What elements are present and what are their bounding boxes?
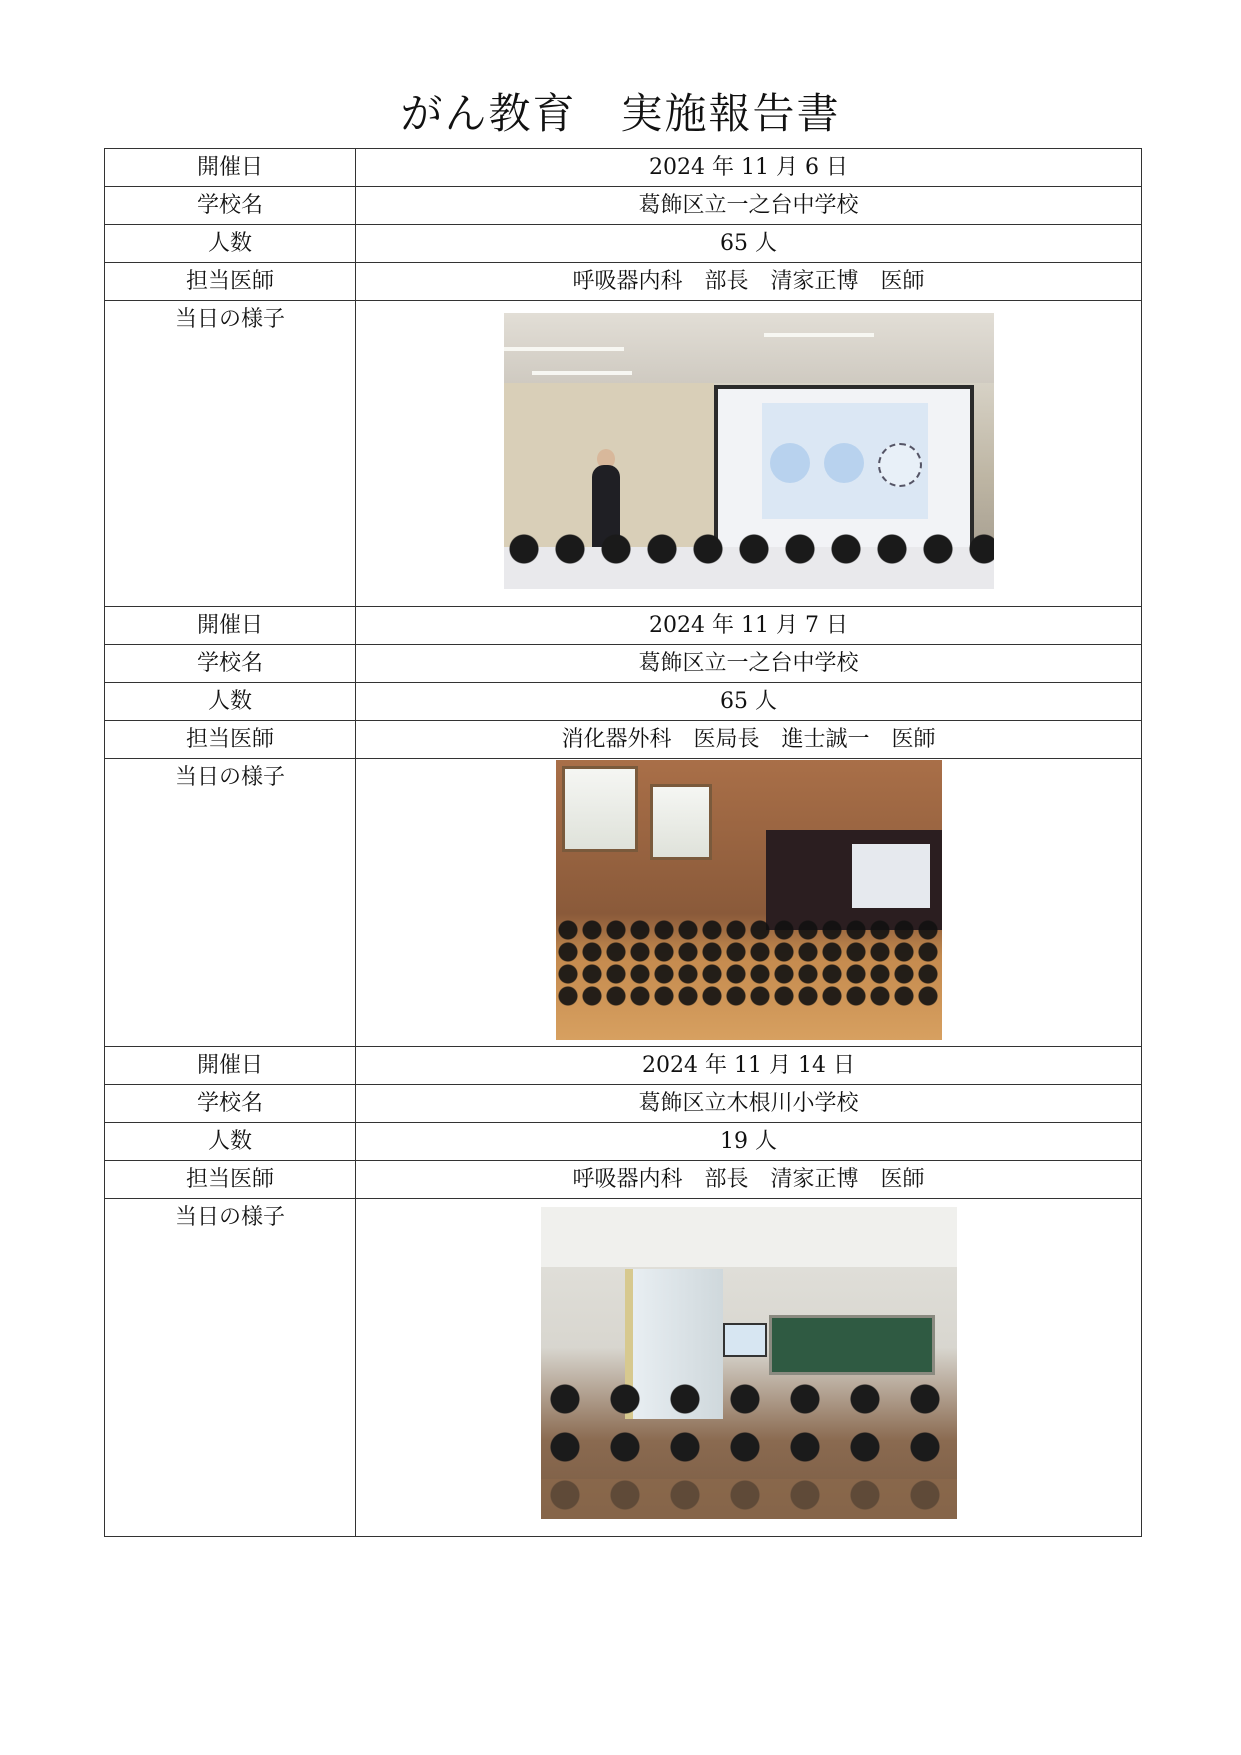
scene-label: 当日の様子 <box>105 301 356 607</box>
report-1-scene-row <box>105 301 1142 607</box>
doctor-value: 消化器外科 医局長 進士誠一 医師 <box>356 721 1142 759</box>
count-label: 人数 <box>105 1123 356 1161</box>
scene-photo-cell <box>356 759 1142 1047</box>
projector-screen <box>714 385 974 553</box>
report-1-doctor-row <box>105 263 1142 301</box>
school-label: 学校名 <box>105 645 356 683</box>
report-2-count-row <box>105 683 1142 721</box>
date-value: 2024 年 11 月 7 日 <box>356 607 1142 645</box>
report-3-scene-row <box>105 1199 1142 1537</box>
blackboard <box>769 1315 935 1375</box>
school-value: 葛飾区立木根川小学校 <box>356 1085 1142 1123</box>
school-value: 葛飾区立一之台中学校 <box>356 187 1142 225</box>
doctor-label: 担当医師 <box>105 263 356 301</box>
report-2-date-row <box>105 607 1142 645</box>
report-3-date-row <box>105 1047 1142 1085</box>
report-1-school-row <box>105 187 1142 225</box>
school-value: 葛飾区立一之台中学校 <box>356 645 1142 683</box>
date-label: 開催日 <box>105 1047 356 1085</box>
count-label: 人数 <box>105 225 356 263</box>
date-label: 開催日 <box>105 607 356 645</box>
report-3-count-row <box>105 1123 1142 1161</box>
date-value: 2024 年 11 月 14 日 <box>356 1047 1142 1085</box>
doctor-value: 呼吸器内科 部長 清家正博 医師 <box>356 263 1142 301</box>
audience <box>556 920 942 1006</box>
count-value: 19 人 <box>356 1123 1142 1161</box>
page-title: がん教育 実施報告書 <box>400 89 841 138</box>
report-2-doctor-row <box>105 721 1142 759</box>
projector-screen <box>852 844 930 908</box>
doctor-value: 呼吸器内科 部長 清家正博 医師 <box>356 1161 1142 1199</box>
lecture-room-photo <box>504 313 994 589</box>
count-value: 65 人 <box>356 225 1142 263</box>
school-label: 学校名 <box>105 1085 356 1123</box>
report-3-doctor-row <box>105 1161 1142 1199</box>
report-2-school-row <box>105 645 1142 683</box>
date-value: 2024 年 11 月 6 日 <box>356 149 1142 187</box>
scene-label: 当日の様子 <box>105 759 356 1047</box>
scene-label: 当日の様子 <box>105 1199 356 1537</box>
doctor-label: 担当医師 <box>105 1161 356 1199</box>
report-2-scene-row <box>105 759 1142 1047</box>
scene-photo-cell <box>356 1199 1142 1537</box>
school-label: 学校名 <box>105 187 356 225</box>
monitor <box>723 1323 767 1357</box>
gymnasium-photo <box>556 760 942 1040</box>
count-label: 人数 <box>105 683 356 721</box>
report-1-count-row <box>105 225 1142 263</box>
report-1-date-row <box>105 149 1142 187</box>
doctor-label: 担当医師 <box>105 721 356 759</box>
count-value: 65 人 <box>356 683 1142 721</box>
audience <box>504 529 994 589</box>
scene-photo-cell <box>356 301 1142 607</box>
report-table <box>104 148 1142 1537</box>
report-3-school-row <box>105 1085 1142 1123</box>
slide-image <box>762 403 928 519</box>
classroom-photo <box>541 1207 957 1519</box>
date-label: 開催日 <box>105 149 356 187</box>
